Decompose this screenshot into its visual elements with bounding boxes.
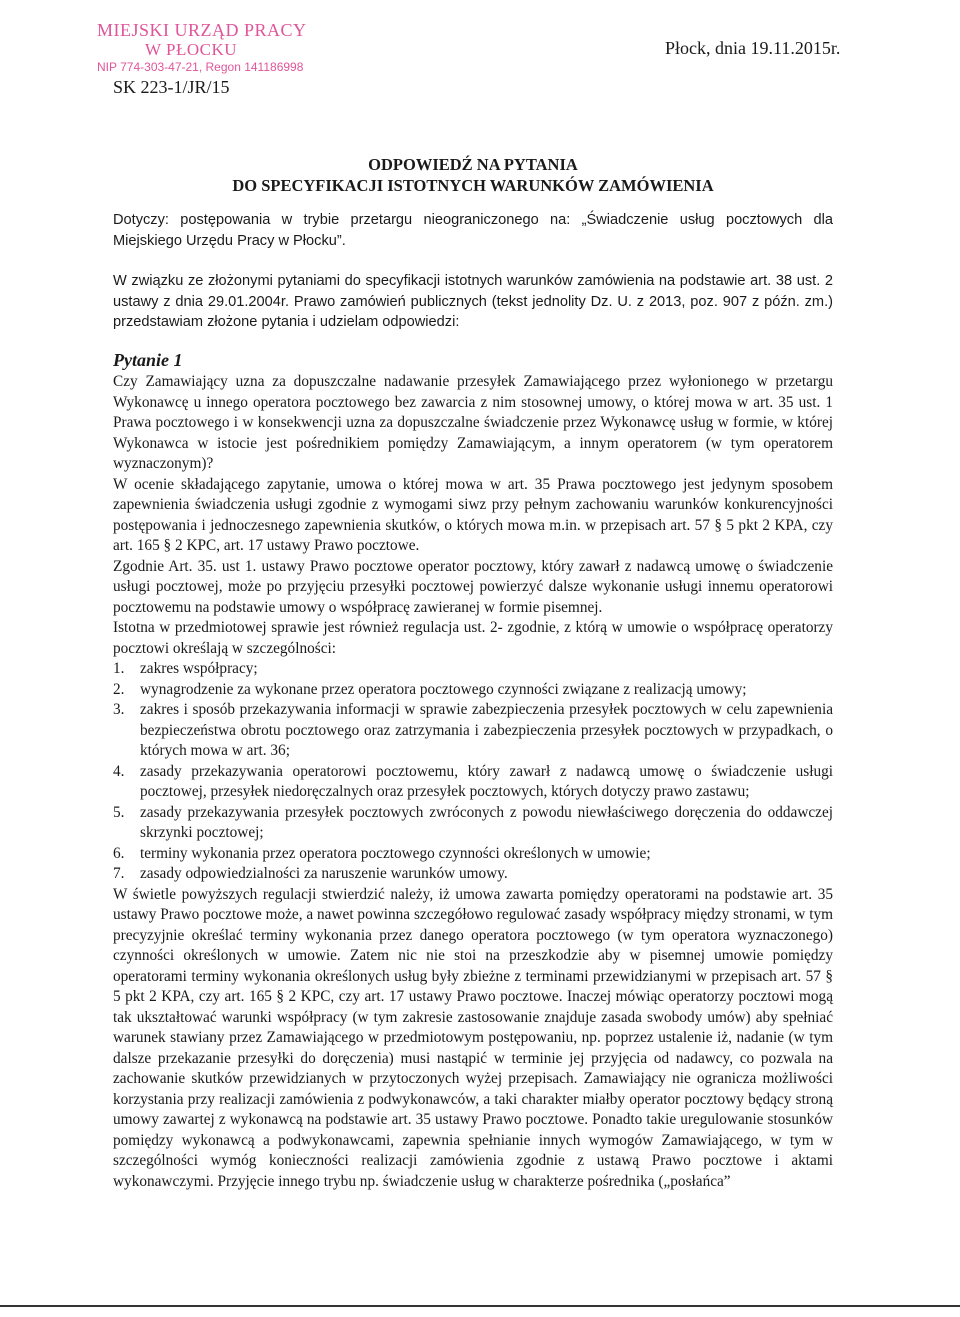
list-item: 2. wynagrodzenie za wykonane przez operatora pocztowego czynności związane z realizacją umowy; [113,680,747,698]
list-item: 3. zakres i sposób przekazywania informacji w sprawie zabezpieczenia przesyłek pocztowych w celu zapewnienia bezpieczeństwa obrotu pocztowego oraz zatrzymania i zabezpieczenia przesyłek pocztowych w przypadkach, o których mowa w art. 36; [113,701,833,759]
answer-paragraph-4: W świetle powyższych regulacji stwierdzić należy, iż umowa zawarta pomiędzy operatorami na podstawie art. 35 ustawy Prawo pocztowe może, a nawet powinna szczegółowo regulować zasady współpracy między stronami, w tym precyzyjnie określać terminy wykonania przez danego operatora pocztowego (w tym operatora wyznaczonego) czynności określonych w umowie. Zatem nic nie stoi na przeszkodzie aby w pisemnej umowie pomiędzy operatorami terminy wykonania określonych usług były zbieżne z terminami przewidzianymi w przepisach art. 57 § 5 pkt 2 KPA, czy art. 165 § 2 KPC, czy art. 17 ustawy Prawo pocztowe. Inaczej mówiąc operatorzy pocztowi mogą tak ukształtować warunki współpracy (w tym zakresie zastosowanie znajduje zasada swobody umów) aby spełniać warunek stawiany przez Zamawiającego w przedmiotowym postępowaniu, np. poprzez ustalenie iż, nadanie (w tym dalsze przekazanie przesyłki do doręczenia) musi nastąpić w terminie jej przyjęcia od nadawcy, co pozwala na zachowanie skutków przewidzianych w przytoczonych wyżej przepisach. Zamawiający nie ogranicza możliwości korzystania przy realizacji zamówienia z podwykonawców, a taki charakter miałby operator pocztowy będący stroną umowy zawartej z wykonawcą na podstawie art. 35 ustawy Prawo pocztowe. Ponadto takie uregulowanie stosunków pomiędzy wykonawcą a podwykonawcami, zapewnia spełnianie innych wymogów Zamawiającego, w tym w szczególności wymóg konieczności realizacji zamówienia zgodnie z ustawą Prawo pocztowe i aktami wykonawczymi. Przyjęcie innego trybu np. świadczenie usług w charakterze pośrednika („posłańca” [113,885,833,1190]
list-item: 4. zasady przekazywania operatorowi pocztowemu, który zawarł z nadawcą umowę o świadczenie usługi pocztowej, przesyłek niedoręczalnych oraz przesyłek pocztowych, których dotyczy prawo zastawu; [113,762,833,800]
question-heading: Pytanie 1 [113,350,183,370]
stamp-line-1: MIEJSKI URZĄD PRACY [97,20,307,40]
question-answer-block [113,372,833,1192]
answer-paragraph-3: Istotna w przedmiotowej sprawie jest również regulacja ust. 2- zgodnie, z którą w umowie o współpracę operatorzy pocztowi określają w szczególności: [113,619,833,657]
list-item: 1. zakres współpracy; [113,660,258,677]
stamp-line-2: W PŁOCKU [145,40,237,59]
subject-paragraph: Dotyczy: postępowania w trybie przetargu nieograniczonego na: „Świadczenie usług pocztowych dla Miejskiego Urzędu Pracy w Płocku”. [113,212,833,249]
answer-paragraph-1: W ocenie składającego zapytanie, umowa o której mowa w art. 35 Prawa pocztowego jest jedynym sposobem zapewnienia świadczenia usługi zgodnie z wymogami siwz przy pełnym zachowaniu warunków konkurencyjności postępowania i jednoczesnego zapewnienia skutków, o których mowa m.in. w przepisach art. 57 § 5 pkt 2 KPA, czy art. 165 § 2 KPC, art. 17 ustawy Prawo pocztowe. [113,475,833,554]
answer-paragraph-2: Zgodnie Art. 35. ust 1. ustawy Prawo pocztowe operator pocztowy, który zawarł z nadawcą umowę o świadczenie usługi pocztowej, może po przyjęciu przesyłki pocztowej powierzyć dalsze wykonanie usługi innemu operatorowi pocztowemu na podstawie umowy o współpracę zawieranej w formie pisemnej. [113,557,833,616]
page-bottom-rule [0,1305,960,1307]
title-line-2: DO SPECYFIKACJI ISTOTNYCH WARUNKÓW ZAMÓWIENIA [232,176,714,195]
preamble-paragraph: W związku ze złożonymi pytaniami do specyfikacji istotnych warunków zamówienia na podstawie art. 38 ust. 2 ustawy z dnia 29.01.2004r. Prawo zamówień publicznych (tekst jednolity Dz. U. z 2013, poz. 907 z późn. zm.) przedstawiam złożone pytania i udzielam odpowiedzi: [113,273,833,330]
office-stamp [97,20,307,75]
question-text: Czy Zamawiający uzna za dopuszczalne nadawanie przesyłek Zamawiającego przez wyłonionego w przetargu Wykonawcę u innego operatora pocztowego bez zawarcia z nim stosownej umowy, o której mowa w art. 35 ust. 1 Prawa pocztowego i w konsekwencji uzna za dopuszczalne świadczenie przez Wykonawcę usług w formie, w której Wykonawca w istocie jest pośrednikiem pomiędzy Zamawiającym, a innym operatorem (w tym operatorem wyznaczonym)? [113,373,833,472]
title-line-1: ODPOWIEDŹ NA PYTANIA [368,155,578,174]
case-signature: SK 223-1/JR/15 [113,77,230,97]
stamp-line-3: NIP 774-303-47-21, Regon 141186998 [97,60,304,74]
document-date: Płock, dnia 19.11.2015r. [665,38,841,58]
list-item: 7. zasady odpowiedzialności za naruszenie warunków umowy. [113,865,508,882]
cooperation-terms-list [113,659,833,885]
list-item: 5. zasady przekazywania przesyłek pocztowych zwróconych z powodu niewłaściwego doręczenia do oddawczej skrzynki pocztowej; [113,803,833,841]
list-item: 6. terminy wykonania przez operatora pocztowego czynności określonych w umowie; [113,844,651,862]
